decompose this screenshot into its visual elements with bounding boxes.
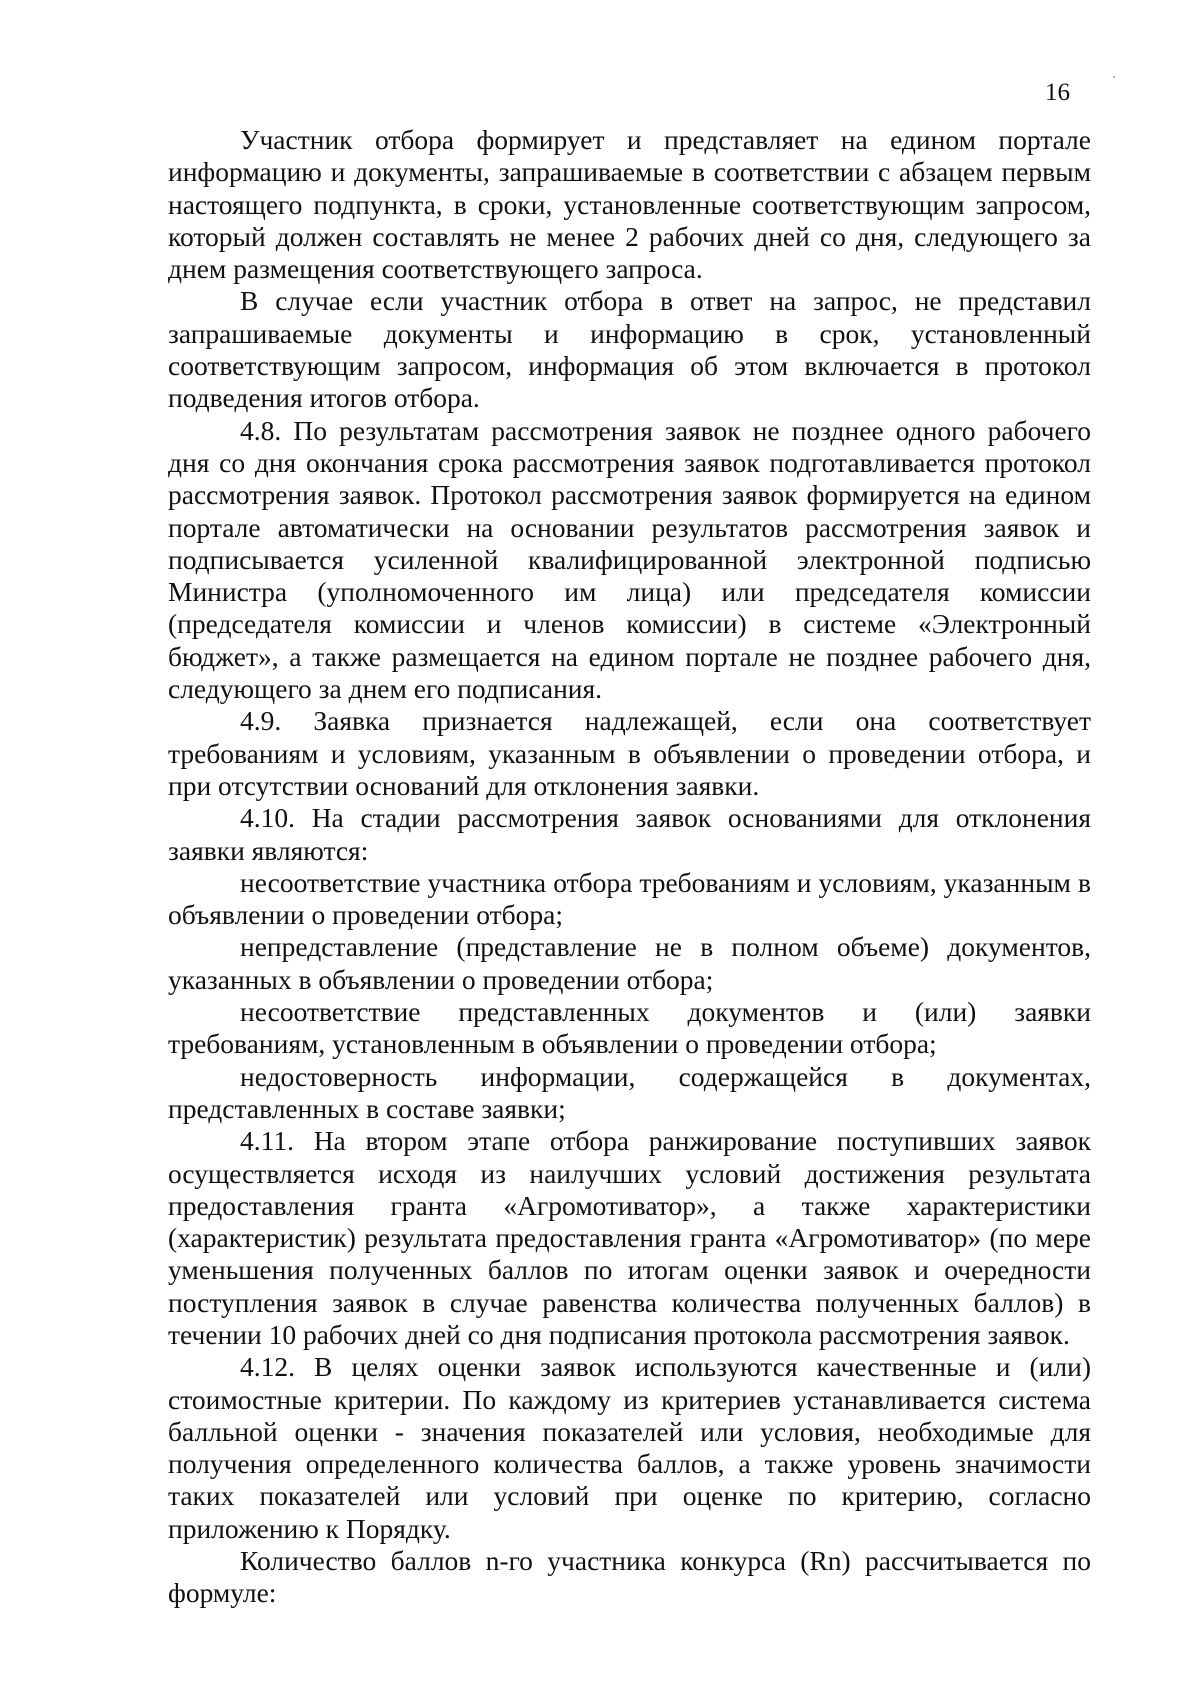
paragraph-4-8: 4.8. По результатам рассмотрения заявок не позднее одного рабочего дня со дня окончания срока рассмотрения заявок подготавливается протокол рассмотрения заявок. Протокол рассмотрения заявок формируется на едином портале автоматически на основании результатов рассмотрения заявок и подписывается усиленной квалифицированной электронной подписью Министра (уполномоченного им лица) или председателя комиссии (председателя комиссии и членов комиссии) в системе «Электронный бюджет», а также размещается на едином портале не позднее рабочего дня, следующего за днем его подписания. <box>168 414 1091 705</box>
paragraph-4-12: 4.12. В целях оценки заявок используются качественные и (или) стоимостные критерии. По каждому из критериев устанавливается система балльной оценки - значения показателей или условия, необходимые для получения определенного количества баллов, а также уровень значимости таких показателей или условий при оценке по критерию, согласно приложению к Порядку. <box>168 1351 1091 1544</box>
paragraph-4-11: 4.11. На втором этапе отбора ранжирование поступивших заявок осуществляется исходя из наилучших условий достижения результата предоставления гранта «Агромотиватор», а также характеристики (характеристик) результата предоставления гранта «Агромотиватор» (по мере уменьшения полученных баллов по итогам оценки заявок и очередности поступления заявок в случае равенства количества полученных баллов) в течении 10 рабочих дней со дня подписания протокола рассмотрения заявок. <box>168 1125 1091 1350</box>
paragraph-4-10: 4.10. На стадии рассмотрения заявок основаниями для отклонения заявки являются: <box>168 802 1091 866</box>
paragraph-no-response: В случае если участник отбора в ответ на запрос, не представил запрашиваемые документы и информацию в срок, установленный соответствующим запросом, информация об этом включается в протокол подведения итогов отбора. <box>168 285 1091 414</box>
rejection-ground-1: несоответствие участника отбора требованиям и условиям, указанным в объявлении о проведении отбора; <box>168 866 1091 931</box>
page-number: 16 <box>1045 79 1070 106</box>
paragraph-4-9: 4.9. Заявка признается надлежащей, если она соответствует требованиям и условиям, указанным в объявлении о проведении отбора, и при отсутствии оснований для отклонения заявки. <box>168 705 1091 801</box>
rejection-ground-2: непредставление (представление не в полном объеме) документов, указанных в объявлении о проведении отбора; <box>168 931 1091 995</box>
document-body <box>168 124 1091 1610</box>
paragraph-score-formula-intro: Количество баллов n-го участника конкурса (Rn) рассчитывается по формуле: <box>168 1545 1091 1609</box>
rejection-ground-3: несоответствие представленных документов и (или) заявки требованиям, установленным в объявлении о проведении отбора; <box>168 996 1091 1060</box>
scan-speck <box>1113 76 1115 78</box>
paragraph-participant-submits: Участник отбора формирует и представляет на едином портале информацию и документы, запрашиваемые в соответствии с абзацем первым настоящего подпункта, в сроки, установленные соответствующим запросом, который должен составлять не менее 2 рабочих дней со дня, следующего за днем размещения соответствующего запроса. <box>168 124 1091 285</box>
rejection-ground-4: недостоверность информации, содержащейся в документах, представленных в составе заявки; <box>168 1060 1091 1124</box>
